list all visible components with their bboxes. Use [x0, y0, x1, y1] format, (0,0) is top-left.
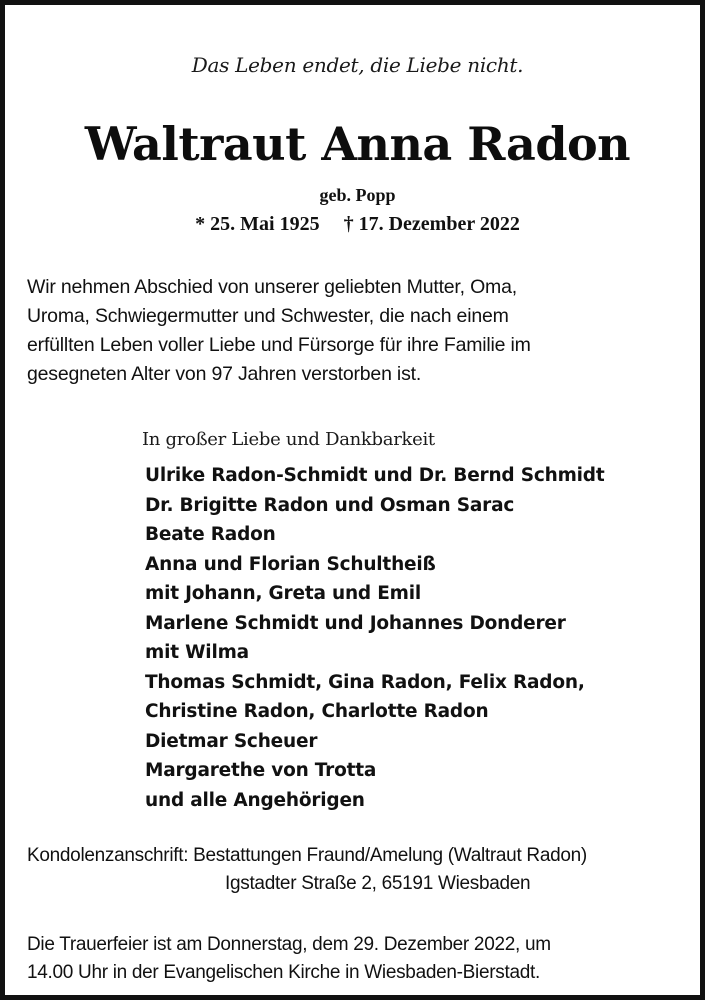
mourner-line: Margarethe von Trotta	[145, 760, 377, 781]
service-line: Die Trauerfeier ist am Donnerstag, dem 29. Dezember 2022, um	[27, 934, 551, 955]
maiden-name: geb. Popp	[319, 185, 396, 205]
intro-line: gesegneten Alter von 97 Jahren verstorben ist.	[27, 363, 422, 385]
deceased-name: Waltraut Anna Radon	[84, 117, 631, 171]
mourner-line: mit Johann, Greta und Emil	[145, 583, 422, 604]
mourner-line: Anna und Florian Schultheiß	[145, 553, 436, 575]
birth-star-icon: *	[195, 213, 206, 235]
condolence-address-label: Kondolenzanschrift: Bestattungen Fraund/Amelung (Waltraut Radon)	[27, 845, 587, 866]
condolence-address-street: Igstadter Straße 2, 65191 Wiesbaden	[225, 873, 531, 894]
motto: Das Leben endet, die Liebe nicht.	[191, 53, 524, 77]
mourner-line: und alle Angehörigen	[145, 789, 365, 811]
mourner-line: Christine Radon, Charlotte Radon	[145, 701, 489, 722]
birth-date: 25. Mai 1925	[210, 213, 320, 235]
funeral-service-info	[27, 931, 551, 987]
intro-line: Wir nehmen Abschied von unserer geliebten Mutter, Oma,	[27, 276, 517, 298]
death-date: 17. Dezember 2022	[358, 213, 520, 235]
greeting: In großer Liebe und Dankbarkeit	[142, 429, 435, 450]
mourner-line: Marlene Schmidt und Johannes Donderer	[145, 612, 566, 634]
intro-paragraph	[27, 273, 531, 389]
mourner-line: mit Wilma	[145, 642, 249, 663]
mourners-list	[145, 461, 604, 815]
intro-line: Uroma, Schwiegermutter und Schwester, die nach einem	[27, 305, 509, 327]
mourner-line: Dr. Brigitte Radon und Osman Sarac	[145, 494, 515, 516]
death-cross-icon: †	[343, 213, 354, 235]
life-dates	[5, 213, 705, 236]
mourner-line: Dietmar Scheuer	[145, 730, 318, 752]
mourner-line: Beate Radon	[145, 524, 276, 545]
mourner-line: Ulrike Radon-Schmidt und Dr. Bernd Schmidt	[145, 465, 605, 486]
mourner-line: Thomas Schmidt, Gina Radon, Felix Radon,	[145, 671, 585, 693]
service-line: 14.00 Uhr in der Evangelischen Kirche in Wiesbaden-Bierstadt.	[27, 962, 540, 983]
intro-line: erfüllten Leben voller Liebe und Fürsorge für ihre Familie im	[27, 334, 531, 356]
